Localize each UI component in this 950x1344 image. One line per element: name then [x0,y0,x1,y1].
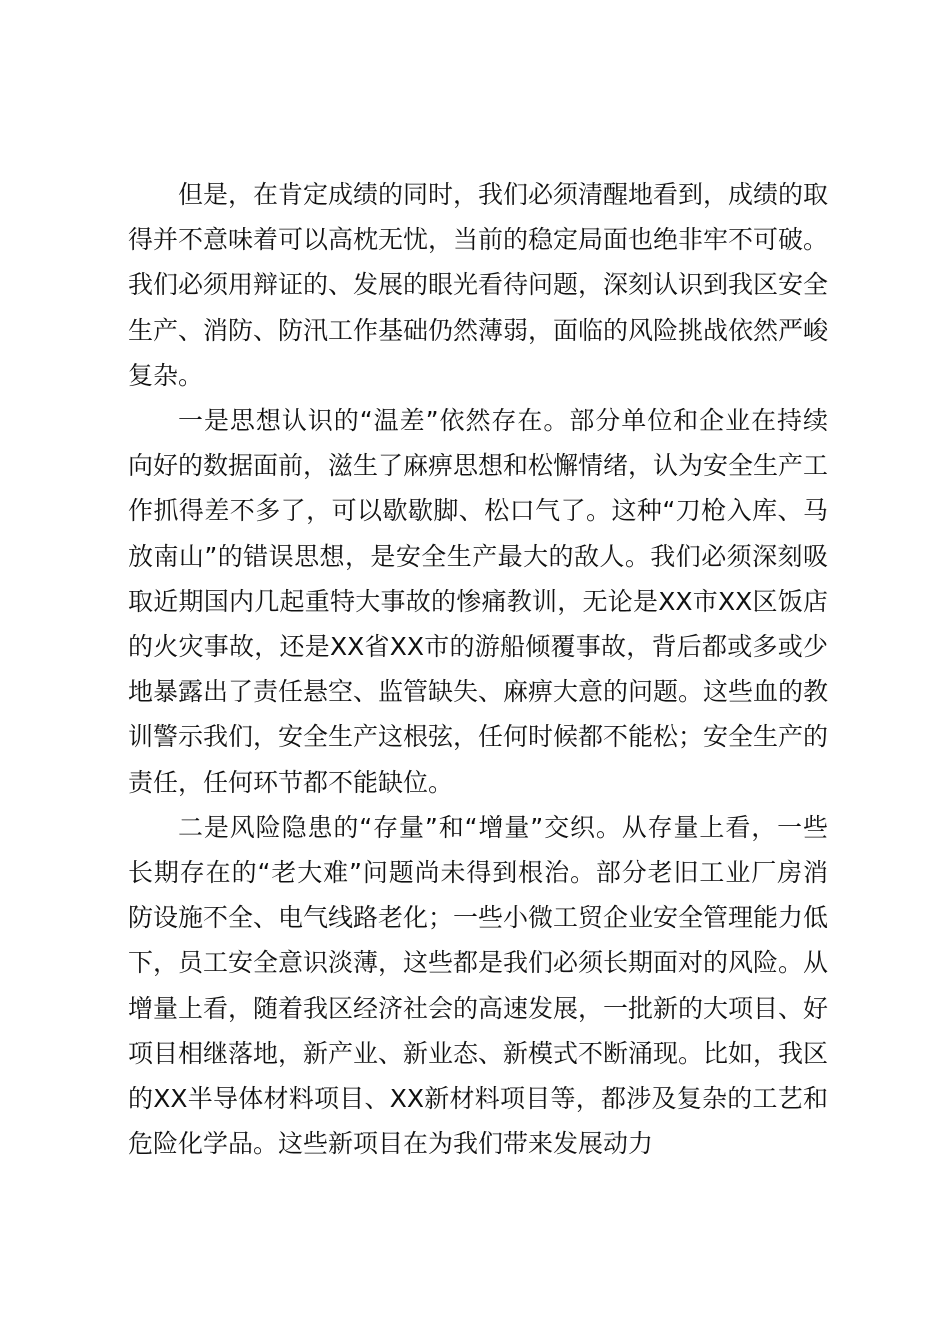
paragraph-point-one: 一是思想认识的“温差”依然存在。部分单位和企业在持续向好的数据面前，滋生了麻痹思想和松懈情绪，认为安全生产工作抓得差不多了，可以歇歇脚、松口气了。这种“刀枪入库、马放南山”的错误思想，是安全生产最大的敌人。我们必须深刻吸取近期国内几起重特大事故的惨痛教训，无论是XX市XX区饭店的火灾事故，还是XX省XX市的游船倾覆事故，背后都或多或少地暴露出了责任悬空、监管缺失、麻痹大意的问题。这些血的教训警示我们，安全生产这根弦，任何时候都不能松；安全生产的责任，任何环节都不能缺位。 [128,406,829,797]
document-body [128,172,828,1166]
paragraph-point-two: 二是风险隐患的“存量”和“增量”交织。从存量上看，一些长期存在的“老大难”问题尚未得到根治。部分老旧工业厂房消防设施不全、电气线路老化；一些小微工贸企业安全管理能力低下，员工安全意识淡薄，这些都是我们必须长期面对的风险。从增量上看，随着我区经济社会的高速发展，一批新的大项目、好项目相继落地，新产业、新业态、新模式不断涌现。比如，我区的XX半导体材料项目、XX新材料项目等，都涉及复杂的工艺和危险化学品。这些新项目在为我们带来发展动力 [128,812,829,1159]
paragraph-intro: 但是，在肯定成绩的同时，我们必须清醒地看到，成绩的取得并不意味着可以高枕无忧，当前的稳定局面也绝非牢不可破。我们必须用辩证的、发展的眼光看待问题，深刻认识到我区安全生产、消防、防汛工作基础仍然薄弱，面临的风险挑战依然严峻复杂。 [128,180,829,390]
